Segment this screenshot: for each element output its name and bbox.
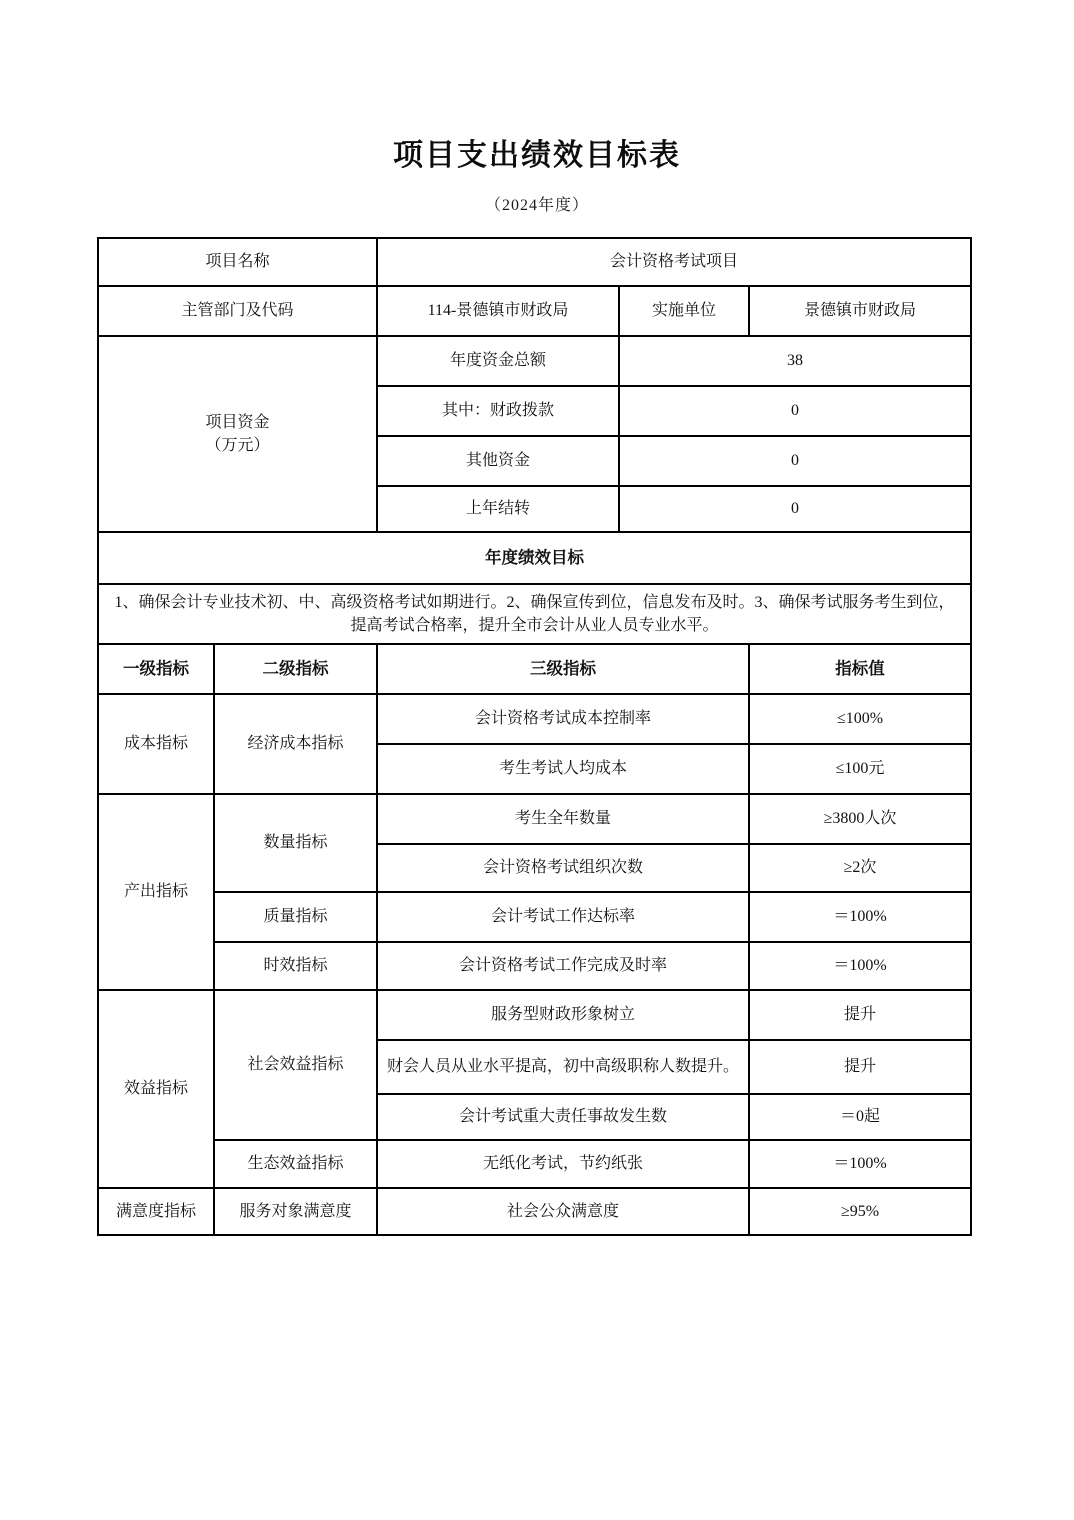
indicator-name: 考生全年数量 (377, 794, 749, 844)
table-row (98, 644, 971, 694)
funding-label (98, 336, 377, 532)
indicator-name: 财会人员从业水平提高，初中高级职称人数提升。 (377, 1040, 749, 1094)
table-row (98, 892, 971, 942)
funding-total-value: 38 (619, 336, 971, 386)
indicator-value: ≥95% (749, 1188, 971, 1235)
table-row (98, 238, 971, 286)
indicator-value: 提升 (749, 990, 971, 1040)
group-benefit: 效益指标 (98, 990, 214, 1188)
table-row (98, 942, 971, 990)
group-output: 产出指标 (98, 794, 214, 990)
indicator-name: 考生考试人均成本 (377, 744, 749, 794)
dept-code-label: 主管部门及代码 (98, 286, 377, 336)
indicator-value: ≥3800人次 (749, 794, 971, 844)
header-level2: 二级指标 (214, 644, 377, 694)
subgroup-timeliness: 时效指标 (214, 942, 377, 990)
funding-other-label: 其他资金 (377, 436, 619, 486)
project-name-value: 会计资格考试项目 (377, 238, 971, 286)
table-row (98, 1140, 971, 1188)
group-satisfaction: 满意度指标 (98, 1188, 214, 1235)
subgroup-eco-benefit: 生态效益指标 (214, 1140, 377, 1188)
funding-other-value: 0 (619, 436, 971, 486)
funding-label-line2: （万元） (205, 437, 270, 454)
funding-carryover-value: 0 (619, 486, 971, 532)
indicator-name: 会计考试重大责任事故发生数 (377, 1094, 749, 1140)
annual-goal-text: 1、确保会计专业技术初、中、高级资格考试如期进行。2、确保宣传到位，信息发布及时。3、确保考试服务考生到位，提高考试合格率，提升全市会计从业人员专业水平。 (98, 584, 971, 644)
subgroup-social-benefit: 社会效益指标 (214, 990, 377, 1140)
indicator-value: ＝100% (749, 942, 971, 990)
page-subtitle: （2024年度） (484, 197, 589, 214)
indicator-name: 社会公众满意度 (377, 1188, 749, 1235)
header-level3: 三级指标 (377, 644, 749, 694)
table-row (98, 794, 971, 844)
dept-code-value: 114-景德镇市财政局 (377, 286, 619, 336)
indicator-value: ＝0起 (749, 1094, 971, 1140)
indicator-value: 提升 (749, 1040, 971, 1094)
project-name-label: 项目名称 (98, 238, 377, 286)
table-row (98, 336, 971, 386)
table-row (98, 694, 971, 744)
indicator-name: 服务型财政形象树立 (377, 990, 749, 1040)
funding-fiscal-label: 其中：财政拨款 (377, 386, 619, 436)
funding-carryover-label: 上年结转 (377, 486, 619, 532)
header-level1: 一级指标 (98, 644, 214, 694)
funding-label-line1: 项目资金 (205, 413, 270, 431)
indicator-name: 会计考试工作达标率 (377, 892, 749, 942)
table-row (98, 286, 971, 336)
indicator-value: ≥2次 (749, 844, 971, 892)
subgroup-quantity: 数量指标 (214, 794, 377, 892)
indicator-value: ＝100% (749, 892, 971, 942)
header-value: 指标值 (749, 644, 971, 694)
table-row (98, 532, 971, 584)
impl-unit-label: 实施单位 (619, 286, 749, 336)
subgroup-service-satisfaction: 服务对象满意度 (214, 1188, 377, 1235)
indicator-name: 会计资格考试组织次数 (377, 844, 749, 892)
funding-fiscal-value: 0 (619, 386, 971, 436)
page-title: 项目支出绩效目标表 (393, 139, 681, 172)
table-row (98, 584, 971, 644)
table-row (98, 1188, 971, 1235)
subgroup-quality: 质量指标 (214, 892, 377, 942)
indicator-name: 会计资格考试工作完成及时率 (377, 942, 749, 990)
indicator-value: ≤100元 (749, 744, 971, 794)
indicator-name: 无纸化考试，节约纸张 (377, 1140, 749, 1188)
annual-goal-header: 年度绩效目标 (98, 532, 971, 584)
subgroup-economic-cost: 经济成本指标 (214, 694, 377, 794)
table-row (98, 990, 971, 1040)
funding-total-label: 年度资金总额 (377, 336, 619, 386)
impl-unit-value: 景德镇市财政局 (749, 286, 971, 336)
indicator-name: 会计资格考试成本控制率 (377, 694, 749, 744)
performance-target-table (97, 237, 972, 1236)
group-cost: 成本指标 (98, 694, 214, 794)
indicator-value: ≤100% (749, 694, 971, 744)
indicator-value: ＝100% (749, 1140, 971, 1188)
